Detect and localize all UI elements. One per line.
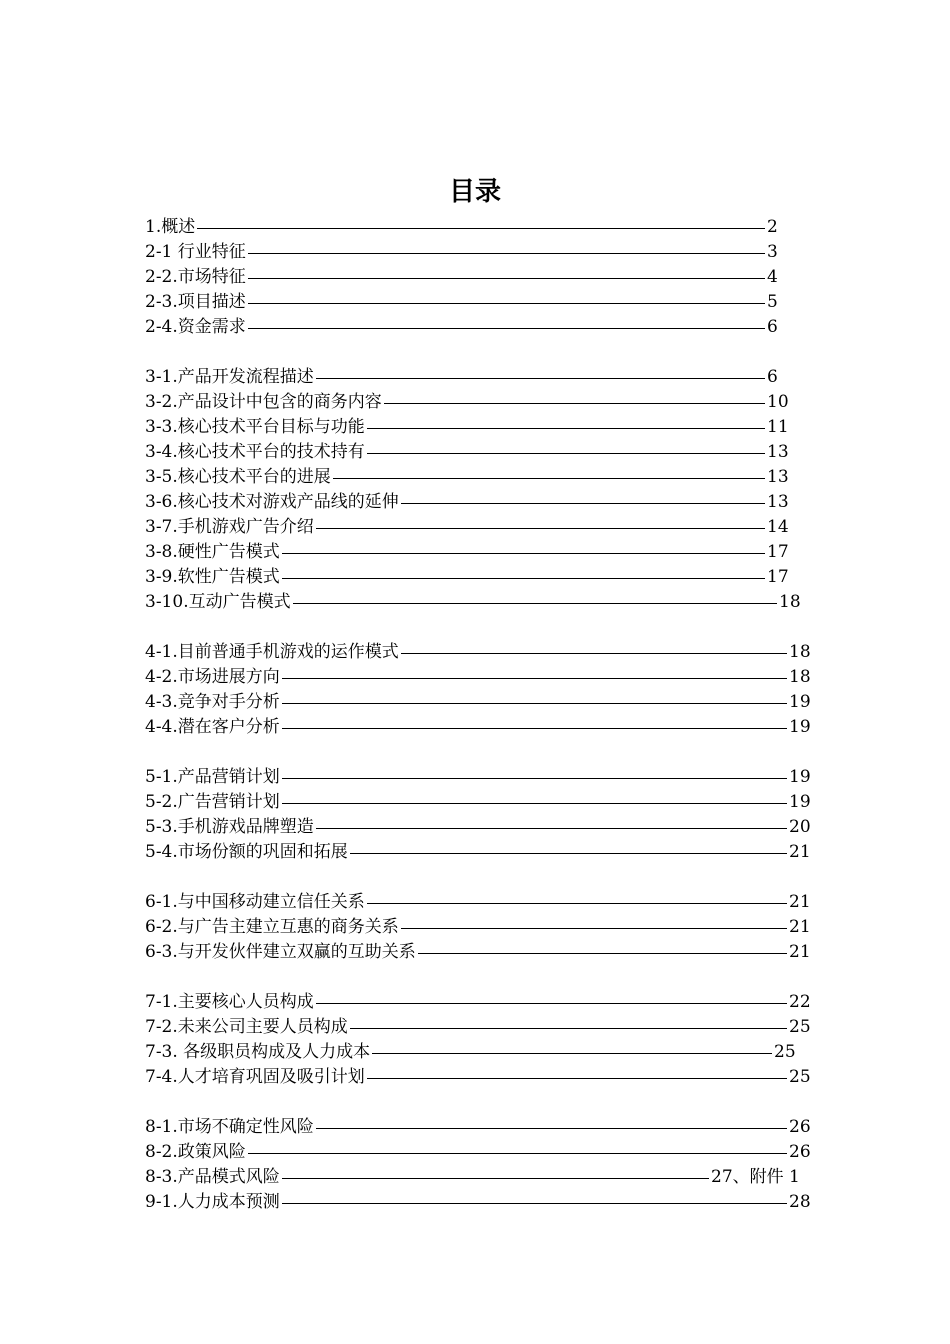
- toc-entry[interactable]: [145, 640, 845, 665]
- toc-entry[interactable]: [145, 990, 845, 1015]
- toc-page-number: 19: [787, 790, 811, 815]
- toc-page-number: 19: [787, 715, 811, 740]
- toc-entry[interactable]: [145, 1065, 845, 1090]
- toc-section: [145, 990, 845, 1090]
- toc-entry[interactable]: [145, 1115, 845, 1140]
- toc-entry-title: 8-3.产品模式风险: [145, 1165, 282, 1190]
- toc-page-number: 20: [787, 815, 811, 840]
- toc-entry[interactable]: [145, 790, 845, 815]
- toc-page-number: 19: [787, 765, 811, 790]
- toc-entry[interactable]: [145, 665, 845, 690]
- toc-entry[interactable]: [145, 415, 845, 440]
- toc-entry-title: 3-8.硬性广告模式: [145, 540, 282, 565]
- toc-leader-line: [145, 228, 765, 229]
- toc-entry-title: 8-2.政策风险: [145, 1140, 248, 1165]
- toc-entry-title: 5-3.手机游戏品牌塑造: [145, 815, 316, 840]
- toc-entry-title: 3-4.核心技术平台的技术持有: [145, 440, 367, 465]
- toc-page-number: 21: [787, 890, 811, 915]
- toc-entry-title: 3-2.产品设计中包含的商务内容: [145, 390, 384, 415]
- toc-entry[interactable]: [145, 440, 845, 465]
- toc-entry-title: 5-2.广告营销计划: [145, 790, 282, 815]
- toc-page-number: 10: [765, 390, 789, 415]
- toc-entry-title: 3-10.互动广告模式: [145, 590, 293, 615]
- toc-page-number: 18: [777, 590, 801, 615]
- toc-entry[interactable]: [145, 1040, 845, 1065]
- toc-section: [145, 365, 845, 615]
- toc-entry[interactable]: [145, 890, 845, 915]
- page-title: 目录: [448, 177, 501, 207]
- toc-page-number: 25: [772, 1040, 796, 1065]
- toc-entry-title: 7-2.未来公司主要人员构成: [145, 1015, 350, 1040]
- toc-entry[interactable]: [145, 815, 845, 840]
- toc-entry[interactable]: [145, 240, 845, 265]
- toc-section: [145, 1115, 845, 1215]
- toc-entry-title: 6-2.与广告主建立互惠的商务关系: [145, 915, 401, 940]
- toc-entry[interactable]: [145, 765, 845, 790]
- toc-entry-title: 2-2.市场特征: [145, 265, 248, 290]
- toc-page-number: 6: [765, 315, 778, 340]
- toc-entry-title: 7-1.主要核心人员构成: [145, 990, 316, 1015]
- toc-section: [145, 215, 845, 340]
- toc-entry[interactable]: [145, 940, 845, 965]
- toc-entry-title: 4-1.目前普通手机游戏的运作模式: [145, 640, 401, 665]
- toc-page-number: 22: [787, 990, 811, 1015]
- toc-page-number: 19: [787, 690, 811, 715]
- toc-entry[interactable]: [145, 715, 845, 740]
- toc-page-number: 17: [765, 565, 789, 590]
- toc-entry-title: 7-4.人才培育巩固及吸引计划: [145, 1065, 367, 1090]
- toc-page-number: 18: [787, 640, 811, 665]
- toc-entry[interactable]: [145, 365, 845, 390]
- toc-entry[interactable]: [145, 915, 845, 940]
- toc-entry[interactable]: [145, 540, 845, 565]
- toc-page-number: 28: [787, 1190, 811, 1215]
- toc-entry-title: 1.概述: [145, 215, 197, 240]
- toc-entry[interactable]: [145, 590, 845, 615]
- table-of-contents: [145, 215, 845, 1240]
- toc-entry[interactable]: [145, 1015, 845, 1040]
- toc-entry-title: 3-9.软性广告模式: [145, 565, 282, 590]
- toc-page-number: 17: [765, 540, 789, 565]
- toc-entry-title: 5-4.市场份额的巩固和拓展: [145, 840, 350, 865]
- toc-page-number: 25: [787, 1065, 811, 1090]
- toc-section: [145, 890, 845, 965]
- toc-page-number: 25: [787, 1015, 811, 1040]
- toc-entry[interactable]: [145, 690, 845, 715]
- toc-page-number: 3: [765, 240, 778, 265]
- toc-entry[interactable]: [145, 265, 845, 290]
- toc-entry[interactable]: [145, 1165, 845, 1190]
- toc-entry-title: 3-1.产品开发流程描述: [145, 365, 316, 390]
- toc-entry[interactable]: [145, 490, 845, 515]
- toc-page-number: 18: [787, 665, 811, 690]
- toc-page-number: 14: [765, 515, 789, 540]
- toc-entry-title: 8-1.市场不确定性风险: [145, 1115, 316, 1140]
- toc-entry-title: 3-5.核心技术平台的进展: [145, 465, 333, 490]
- toc-entry-title: 9-1.人力成本预测: [145, 1190, 282, 1215]
- toc-page-number: 26: [787, 1140, 811, 1165]
- toc-entry[interactable]: [145, 515, 845, 540]
- toc-page-number: 27、附件 1: [709, 1165, 800, 1190]
- toc-entry-title: 3-3.核心技术平台目标与功能: [145, 415, 367, 440]
- toc-entry[interactable]: [145, 1140, 845, 1165]
- toc-entry[interactable]: [145, 840, 845, 865]
- toc-section: [145, 765, 845, 865]
- toc-page-number: 11: [765, 415, 789, 440]
- toc-entry[interactable]: [145, 1190, 845, 1215]
- toc-entry-title: 3-6.核心技术对游戏产品线的延伸: [145, 490, 401, 515]
- toc-page-number: 21: [787, 915, 811, 940]
- toc-page-number: 21: [787, 940, 811, 965]
- toc-page-number: 5: [765, 290, 778, 315]
- toc-entry-title: 3-7.手机游戏广告介绍: [145, 515, 316, 540]
- toc-entry-title: 4-2.市场进展方向: [145, 665, 282, 690]
- toc-entry-title: 4-3.竞争对手分析: [145, 690, 282, 715]
- toc-entry[interactable]: [145, 565, 845, 590]
- toc-entry-title: 6-1.与中国移动建立信任关系: [145, 890, 367, 915]
- toc-page-number: 2: [765, 215, 778, 240]
- toc-section: [145, 640, 845, 740]
- toc-page-number: 26: [787, 1115, 811, 1140]
- toc-entry-title: 7-3. 各级职员构成及人力成本: [145, 1040, 372, 1065]
- toc-entry-title: 6-3.与开发伙伴建立双赢的互助关系: [145, 940, 418, 965]
- toc-entry[interactable]: [145, 465, 845, 490]
- toc-entry-title: 2-3.项目描述: [145, 290, 248, 315]
- toc-entry-title: 2-1 行业特征: [145, 240, 248, 265]
- toc-page-number: 13: [765, 465, 789, 490]
- toc-page-number: 13: [765, 490, 789, 515]
- toc-page-number: 6: [765, 365, 778, 390]
- toc-page-number: 13: [765, 440, 789, 465]
- toc-entry[interactable]: [145, 390, 845, 415]
- toc-entry-title: 5-1.产品营销计划: [145, 765, 282, 790]
- toc-entry-title: 2-4.资金需求: [145, 315, 248, 340]
- toc-page-number: 4: [765, 265, 778, 290]
- toc-entry[interactable]: [145, 215, 845, 240]
- toc-page-number: 21: [787, 840, 811, 865]
- toc-entry-title: 4-4.潜在客户分析: [145, 715, 282, 740]
- toc-entry[interactable]: [145, 315, 845, 340]
- toc-entry[interactable]: [145, 290, 845, 315]
